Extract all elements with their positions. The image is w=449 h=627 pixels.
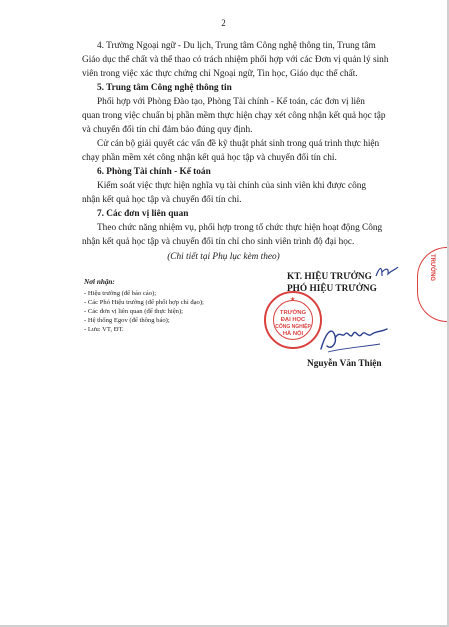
- recipient-item: - Các đơn vị liên quan (để thực hiện);: [84, 308, 183, 315]
- seal-text: ĐẠI HỌC: [280, 317, 306, 323]
- body-line: viên trong việc xác thực chứng chỉ Ngoại ngữ, Tin học, Giáo dục thể chất.: [82, 69, 358, 79]
- recipient-item: - Hiệu trưởng (để báo cáo);: [84, 290, 157, 297]
- signature-title: KT. HIỆU TRƯỞNG: [287, 272, 372, 282]
- body-line: Cử cán bộ giải quyết các vấn đề kỹ thuật phát sinh trong quá trình thực hiện: [97, 139, 380, 149]
- appendix-note: (Chi tiết tại Phụ lục kèm theo): [167, 252, 280, 262]
- recipient-item: - Các Phó Hiệu trưởng (để phối hợp chỉ đạo);: [84, 299, 204, 306]
- seal-text: HÀ NỘI: [282, 331, 304, 337]
- body-line: và chuyển đổi tín chỉ đảm bảo đúng quy định.: [82, 125, 253, 135]
- body-line: nhận kết quả học tập và chuyển đổi tín chỉ cho sinh viên trình độ đại học.: [82, 237, 355, 247]
- body-line: nhận kết quả học tập và chuyển đổi tín chỉ.: [82, 195, 242, 205]
- seal-text: TRƯỜNG: [279, 310, 307, 316]
- initial-mark-icon: [374, 264, 402, 280]
- edge-stamp-text: TRƯỜNG: [429, 254, 435, 282]
- body-line: Phối hợp với Phòng Đào tạo, Phòng Tài chính - Kế toán, các đơn vị liên: [97, 97, 365, 107]
- recipient-item: - Lưu: VT, ĐT.: [84, 326, 124, 333]
- body-line: Giáo dục thể chất và thể thao có trách nhiệm phối hợp với các Đơn vị quản lý sinh: [82, 55, 389, 65]
- seal-text: CÔNG NGHIỆP: [275, 324, 311, 330]
- handwritten-signature-icon: [318, 322, 390, 358]
- body-line: Kiểm soát việc thực hiện nghĩa vụ tài chính của sinh viên khi được công: [97, 181, 367, 191]
- signature-subtitle: PHÓ HIỆU TRƯỞNG: [287, 284, 377, 294]
- body-line: chạy phần mềm xét công nhận kết quả học tập và chuyển đổi tín chỉ.: [82, 153, 337, 163]
- signer-name: Nguyễn Văn Thiện: [307, 359, 382, 369]
- section-heading: 5. Trung tâm Công nghệ thông tin: [97, 83, 232, 93]
- recipient-item: - Hệ thống Egov (để thông báo);: [84, 317, 170, 324]
- section-heading: 6. Phòng Tài chính - Kế toán: [97, 167, 211, 177]
- body-line: Theo chức năng nhiệm vụ, phối hợp trong tổ chức thực hiện hoạt động Công: [97, 223, 383, 233]
- recipients-title: Nơi nhận:: [84, 278, 115, 286]
- body-line: quan trong việc chuẩn bị phần mềm thực hiện chạy xét công nhận kết quả học tập: [82, 111, 386, 121]
- body-line: 4. Trường Ngoại ngữ - Du lịch, Trung tâm Công nghệ thông tin, Trung tâm: [97, 41, 376, 51]
- school-seal: ★ TRƯỜNG ĐẠI HỌC CÔNG NGHIỆP HÀ NỘI: [264, 291, 322, 349]
- page-number: 2: [221, 18, 226, 28]
- section-heading: 7. Các đơn vị liên quan: [97, 209, 189, 219]
